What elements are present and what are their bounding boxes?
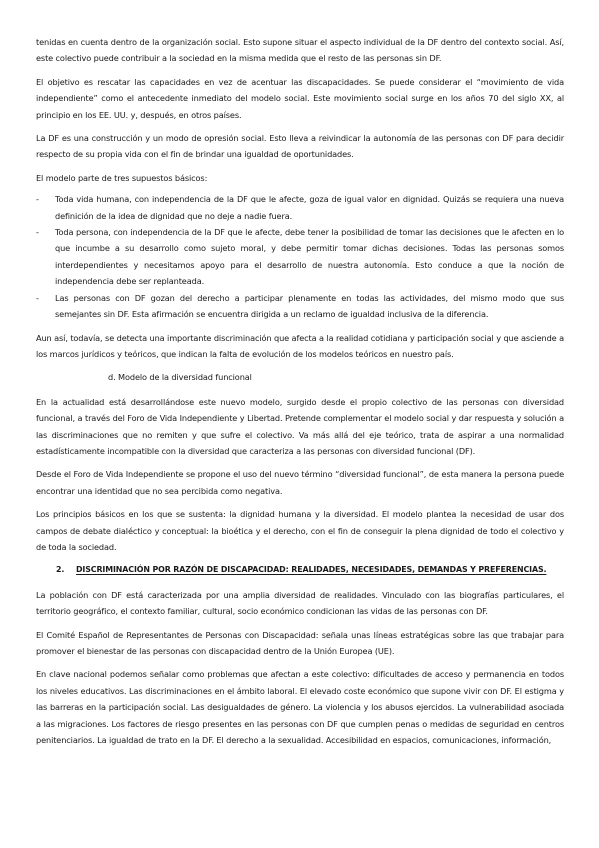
list-item (36, 290, 564, 323)
paragraph: La DF es una construcción y un modo de opresión social. Esto lleva a reivindicar la autonomía de las personas con DF para decidir respecto de su propia vida con el fin de brindar una igualdad de oportunidades. (36, 133, 564, 160)
subsection-heading: d. Modelo de la diversidad funcional (108, 372, 252, 383)
section-number: 2. (56, 565, 65, 575)
paragraph: Los principios básicos en los que se sustenta: la dignidad humana y la diversidad. El modelo plantea la necesidad de usar dos campos de debate dialéctico y conceptual: la bioética y el derecho, con el fin de conseguir la plena dignidad de todo el colectivo y de toda la sociedad. (36, 509, 564, 552)
document-page (36, 34, 564, 755)
bullet-list (36, 191, 564, 322)
bullet-marker: - (36, 292, 39, 303)
section-title: DISCRIMINACIÓN POR RAZÓN DE DISCAPACIDAD: REALIDADES, NECESIDADES, DEMANDAS Y PREFERENCIAS. (76, 565, 547, 575)
paragraph: El objetivo es rescatar las capacidades en vez de acentuar las discapacidades. Se puede considerar el “movimiento de vida independiente” como el antecedente inmediato del modelo social. Este movimiento social surge en los años 70 del siglo XX, al principio en los EE. UU. y, después, en otros países. (36, 76, 564, 120)
paragraph: En la actualidad está desarrollándose este nuevo modelo, surgido desde el propio colectivo de las personas con diversidad funcional, a través del Foro de Vida Independiente y Libertad. Pretende complementar el modelo social y dar respuesta y solución a las discriminaciones que no remiten y que sufre el colectivo. Va más allá del eje teórico, trata de aspirar a una normalidad estadísticamente incompatible con la diversidad que caracteriza a las personas con diversidad funcional (DF). (36, 396, 564, 456)
paragraph: El modelo parte de tres supuestos básicos: (36, 172, 208, 183)
paragraph: Desde el Foro de Vida Independiente se propone el uso del nuevo término “diversidad funcional”, de esta manera la persona puede encontrar una identidad que no sea percibida como negativa. (36, 469, 564, 496)
paragraph: Aun así, todavía, se detecta una importante discriminación que afecta a la realidad cotidiana y participación social y que asciende a los marcos jurídicos y teóricos, que indican la falta de evolución de los modelos teóricos en nuestro país. (36, 332, 564, 359)
paragraph: tenidas en cuenta dentro de la organización social. Esto supone situar el aspecto individual de la DF dentro del contexto social. Así, este colectivo puede contribuir a la sociedad en la misma medida que el resto de las personas sin DF. (36, 37, 564, 64)
paragraph: En clave nacional podemos señalar como problemas que afectan a este colectivo: dificultades de acceso y permanencia en todos los niveles educativos. Las discriminaciones en el ámbito laboral. El elevado coste económico que supone vivir con DF. El estigma y las barreras en la participación social. Las desigualdades de género. La violencia y los abusos ejercidos. La vulnerabilidad asociada a las migraciones. Los factores de riesgo presentes en las personas con DF que cumplen penas o medidas de seguridad en centros penitenciarios. La igualdad de trato en la DF. El derecho a la sexualidad. Accesibilidad en espacios, comunicaciones, información, (36, 669, 564, 746)
paragraph: La población con DF está caracterizada por una amplia diversidad de realidades. Vinculado con las biografías particulares, el territorio geográfico, el contexto familiar, cultural, socio económico condicionan las vidas de las personas con DF. (36, 589, 564, 617)
bullet-marker: - (36, 194, 39, 205)
list-item (36, 224, 564, 290)
list-item-text: Toda persona, con independencia de la DF que le afecte, debe tener la posibilidad de tomar las decisiones que le afecten en lo que incumbe a su desarrollo como sujeto moral, y debe permitir tomar dichas decisiones. Todas las personas somos interdependientes y necesitamos apoyo para el desarrollo de nuestra autonomía. Esto conduce a que la noción de independencia debe ser replanteada. (55, 227, 564, 287)
bullet-marker: - (36, 227, 39, 238)
section-heading (56, 562, 564, 578)
list-item (36, 191, 564, 224)
list-item-text: Las personas con DF gozan del derecho a participar plenamente en todas las actividades, del mismo modo que sus semejantes sin DF. Esta afirmación se encuentra dirigida a un reclamo de igualdad inclusiva de la diferencia. (55, 292, 564, 320)
list-item-text: Toda vida humana, con independencia de la DF que le afecte, goza de igual valor en dignidad. Quizás se requiera una nueva definición de la idea de dignidad que no deje a nadie fuera. (55, 194, 564, 221)
paragraph: El Comité Español de Representantes de Personas con Discapacidad: señala unas líneas estratégicas sobre las que trabajar para promover el bienestar de las personas con discapacidad dentro de la Unión Europea (UE). (36, 629, 564, 656)
